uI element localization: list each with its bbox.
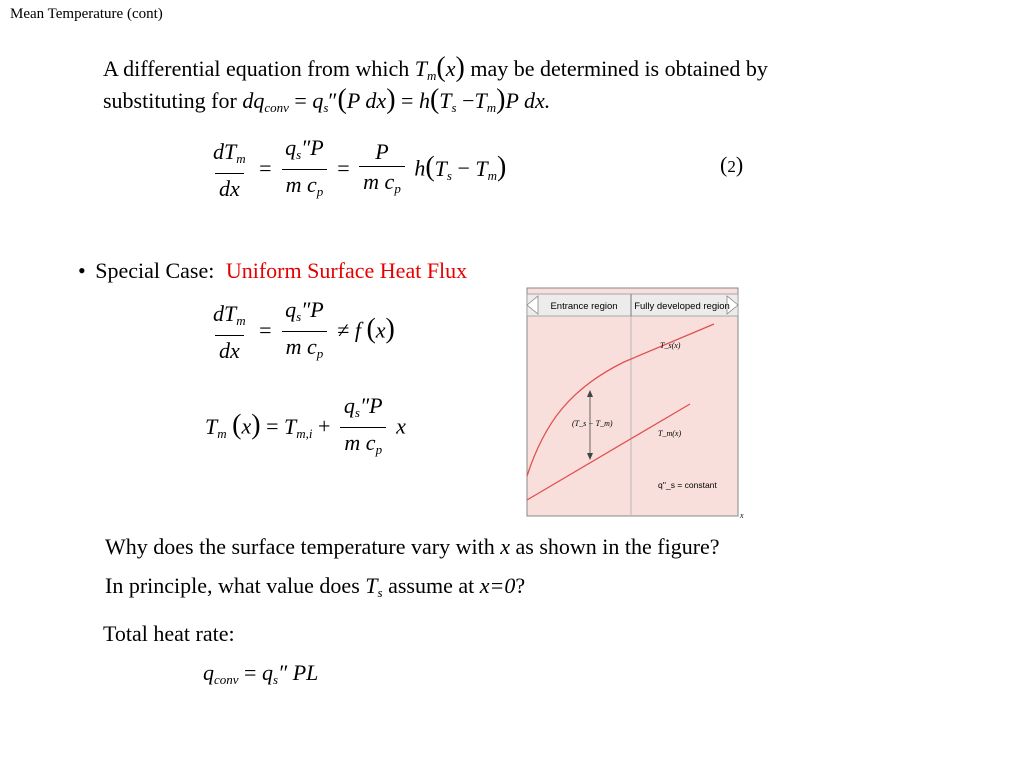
- equation-2: $\frac{dT_m}{dx}$ = $\frac{q_s''P}{m c_p}$ = $\frac{P}{m c_p}$ $h(T_s - T_m)$: [205, 134, 506, 207]
- question-2-var: x=0: [479, 573, 516, 598]
- intro-line-1: [103, 52, 768, 84]
- temperature-figure: [524, 284, 746, 520]
- question-2-c: ?: [515, 573, 526, 598]
- tm-label: T_m(x): [658, 429, 682, 438]
- flux-label: q''_s = constant: [658, 480, 717, 490]
- question-2: [105, 573, 525, 601]
- question-2-ts: $T_s$: [365, 573, 383, 600]
- total-heat-label: Total heat rate:: [103, 621, 235, 646]
- special-case-bullet: [78, 258, 467, 284]
- question-1-a: Why does the surface temperature vary with: [105, 534, 495, 559]
- special-case-label: Special Case:: [95, 258, 215, 283]
- dqconv-equation: $dq_{conv} = q_s''(P$ $dx) = h(T_s -T_m)P$ dx.: [242, 84, 551, 115]
- equation-tm-solution: $T_m$ $(x) = T_{m,i}$ + $\frac{q_s''P}{m c_p}$ x: [205, 392, 406, 465]
- difference-label: (T_s − T_m): [572, 419, 613, 428]
- temperature-plot: [524, 284, 746, 520]
- intro-tm-math: $T_m(x)$: [414, 52, 465, 83]
- intro-text-b: may be determined is obtained by: [470, 56, 768, 81]
- question-1-var: x: [500, 534, 510, 559]
- bullet-dot: •: [78, 258, 86, 283]
- special-case-highlight: Uniform Surface Heat Flux: [225, 258, 468, 283]
- intro-text-c: substituting for: [103, 88, 237, 113]
- intro-line-2: [103, 84, 550, 116]
- question-1-b: as shown in the figure?: [515, 534, 720, 559]
- question-2-a: In principle, what value does: [105, 573, 360, 598]
- ts-label: T_s(x): [660, 341, 681, 350]
- entrance-region-label: Entrance region: [550, 301, 618, 312]
- equation-number: (2): [720, 152, 744, 177]
- x-axis-label: x: [740, 511, 744, 520]
- question-1: [105, 534, 720, 560]
- qconv-equation: $q_{conv} = q_s''$ PL: [203, 660, 319, 687]
- intro-text-a: A differential equation from which: [103, 56, 410, 81]
- question-2-b: assume at: [388, 573, 475, 598]
- equation-uniform-flux: $\frac{dT_m}{dx}$ = $\frac{q_s''P}{m c_p}$ ≠ f (x): [205, 296, 395, 369]
- slide-header: Mean Temperature (cont): [10, 6, 163, 22]
- developed-region-label: Fully developed region: [634, 301, 730, 312]
